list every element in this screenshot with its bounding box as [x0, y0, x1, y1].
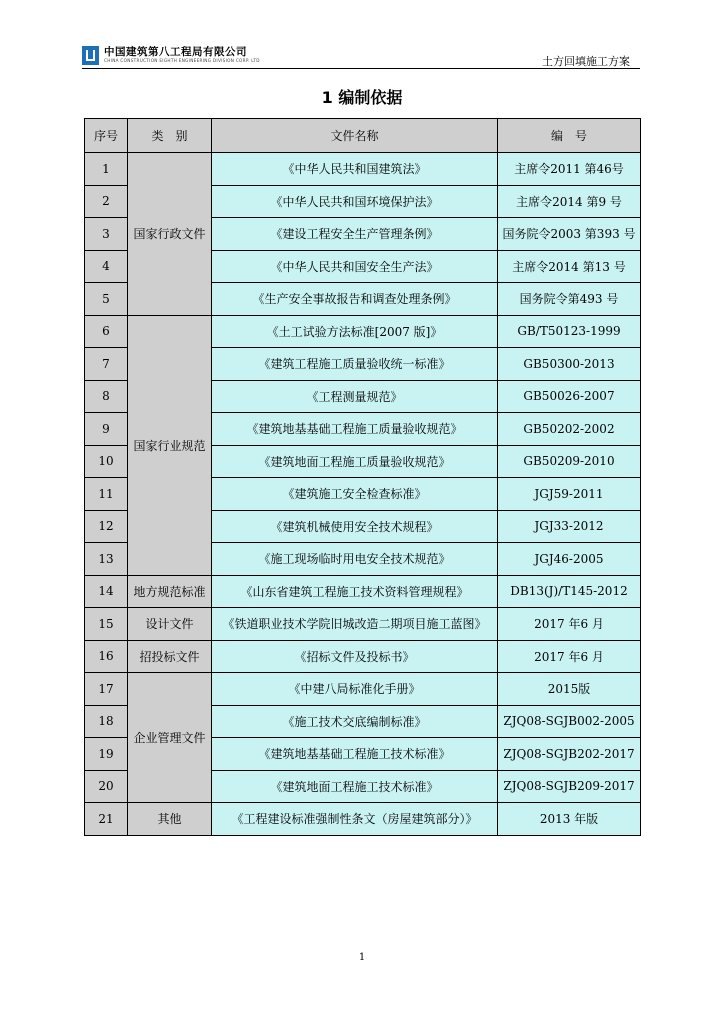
- document-name: 《建筑地面工程施工技术标准》: [212, 770, 498, 803]
- document-code: GB50026-2007: [498, 380, 641, 413]
- company-name-en: CHINA CONSTRUCTION EIGHTH ENGINEERING DIVISION CORP. LTD: [104, 58, 260, 63]
- document-code: 2017 年6 月: [498, 608, 641, 641]
- basis-table: [84, 118, 641, 836]
- document-code: ZJQ08-SGJB002-2005: [498, 705, 641, 738]
- document-code: 2017 年6 月: [498, 640, 641, 673]
- document-name: 《中华人民共和国建筑法》: [212, 153, 498, 186]
- row-no: 21: [85, 803, 128, 836]
- row-no: 7: [85, 348, 128, 381]
- company-name: 中国建筑第八工程局有限公司: [104, 46, 247, 58]
- document-code: JGJ59-2011: [498, 478, 641, 511]
- row-no: 19: [85, 738, 128, 771]
- table-row: [85, 803, 641, 836]
- header-no: 序号: [85, 119, 128, 153]
- document-name: 《施工现场临时用电安全技术规范》: [212, 543, 498, 576]
- document-code: 主席令2014 第9 号: [498, 185, 641, 218]
- document-code: ZJQ08-SGJB209-2017: [498, 770, 641, 803]
- document-name: 《土工试验方法标准[2007 版]》: [212, 315, 498, 348]
- document-name: 《工程建设标准强制性条文（房屋建筑部分）》: [212, 803, 498, 836]
- document-code: 国务院令2003 第393 号: [498, 218, 641, 251]
- document-name: 《建筑地面工程施工质量验收规范》: [212, 445, 498, 478]
- document-name: 《中华人民共和国安全生产法》: [212, 250, 498, 283]
- document-name: 《山东省建筑工程施工技术资料管理规程》: [212, 575, 498, 608]
- document-code: 国务院令第493 号: [498, 283, 641, 316]
- document-code: GB50209-2010: [498, 445, 641, 478]
- category-cell: 其他: [128, 803, 212, 836]
- document-name: 《建设工程安全生产管理条例》: [212, 218, 498, 251]
- document-name: 《招标文件及投标书》: [212, 640, 498, 673]
- document-name: 《建筑地基基础工程施工质量验收规范》: [212, 413, 498, 446]
- row-no: 11: [85, 478, 128, 511]
- document-code: GB/T50123-1999: [498, 315, 641, 348]
- category-cell: 国家行业规范: [128, 315, 212, 575]
- document-code: DB13(J)/T145-2012: [498, 575, 641, 608]
- document-name: 《施工技术交底编制标准》: [212, 705, 498, 738]
- document-code: ZJQ08-SGJB202-2017: [498, 738, 641, 771]
- table-header-row: [85, 119, 641, 153]
- row-no: 12: [85, 510, 128, 543]
- document-code: JGJ46-2005: [498, 543, 641, 576]
- document-code: GB50300-2013: [498, 348, 641, 381]
- category-cell: 招投标文件: [128, 640, 212, 673]
- document-code: 主席令2014 第13 号: [498, 250, 641, 283]
- page-number: 1: [358, 952, 366, 963]
- table-row: [85, 608, 641, 641]
- row-no: 10: [85, 445, 128, 478]
- header-category: 类 别: [128, 119, 212, 153]
- header-code: 编 号: [498, 119, 641, 153]
- table-row: [85, 673, 641, 706]
- category-cell: 设计文件: [128, 608, 212, 641]
- row-no: 8: [85, 380, 128, 413]
- row-no: 18: [85, 705, 128, 738]
- document-code: GB50202-2002: [498, 413, 641, 446]
- row-no: 17: [85, 673, 128, 706]
- category-cell: 地方规范标准: [128, 575, 212, 608]
- row-no: 2: [85, 185, 128, 218]
- table-row: [85, 575, 641, 608]
- row-no: 1: [85, 153, 128, 186]
- row-no: 4: [85, 250, 128, 283]
- row-no: 9: [85, 413, 128, 446]
- table-row: [85, 153, 641, 186]
- row-no: 20: [85, 770, 128, 803]
- document-name: 《建筑工程施工质量验收统一标准》: [212, 348, 498, 381]
- row-no: 3: [85, 218, 128, 251]
- document-name: 《工程测量规范》: [212, 380, 498, 413]
- document-name: 《建筑施工安全检查标准》: [212, 478, 498, 511]
- table-row: [85, 640, 641, 673]
- document-title: 土方回填施工方案: [542, 55, 630, 68]
- document-name: 《中华人民共和国环境保护法》: [212, 185, 498, 218]
- company-logo-icon: [82, 46, 99, 65]
- row-no: 14: [85, 575, 128, 608]
- row-no: 15: [85, 608, 128, 641]
- category-cell: 国家行政文件: [128, 153, 212, 316]
- row-no: 13: [85, 543, 128, 576]
- row-no: 6: [85, 315, 128, 348]
- document-code: 主席令2011 第46号: [498, 153, 641, 186]
- row-no: 16: [85, 640, 128, 673]
- document-code: 2013 年版: [498, 803, 641, 836]
- document-name: 《中建八局标准化手册》: [212, 673, 498, 706]
- document-code: JGJ33-2012: [498, 510, 641, 543]
- document-name: 《铁道职业技术学院旧城改造二期项目施工蓝图》: [212, 608, 498, 641]
- page-header: [82, 42, 640, 69]
- document-name: 《生产安全事故报告和调查处理条例》: [212, 283, 498, 316]
- row-no: 5: [85, 283, 128, 316]
- header-document-name: 文件名称: [212, 119, 498, 153]
- section-title: 1 编制依据: [321, 88, 403, 107]
- document-code: 2015版: [498, 673, 641, 706]
- category-cell: 企业管理文件: [128, 673, 212, 803]
- document-name: 《建筑机械使用安全技术规程》: [212, 510, 498, 543]
- table-row: [85, 315, 641, 348]
- document-name: 《建筑地基基础工程施工技术标准》: [212, 738, 498, 771]
